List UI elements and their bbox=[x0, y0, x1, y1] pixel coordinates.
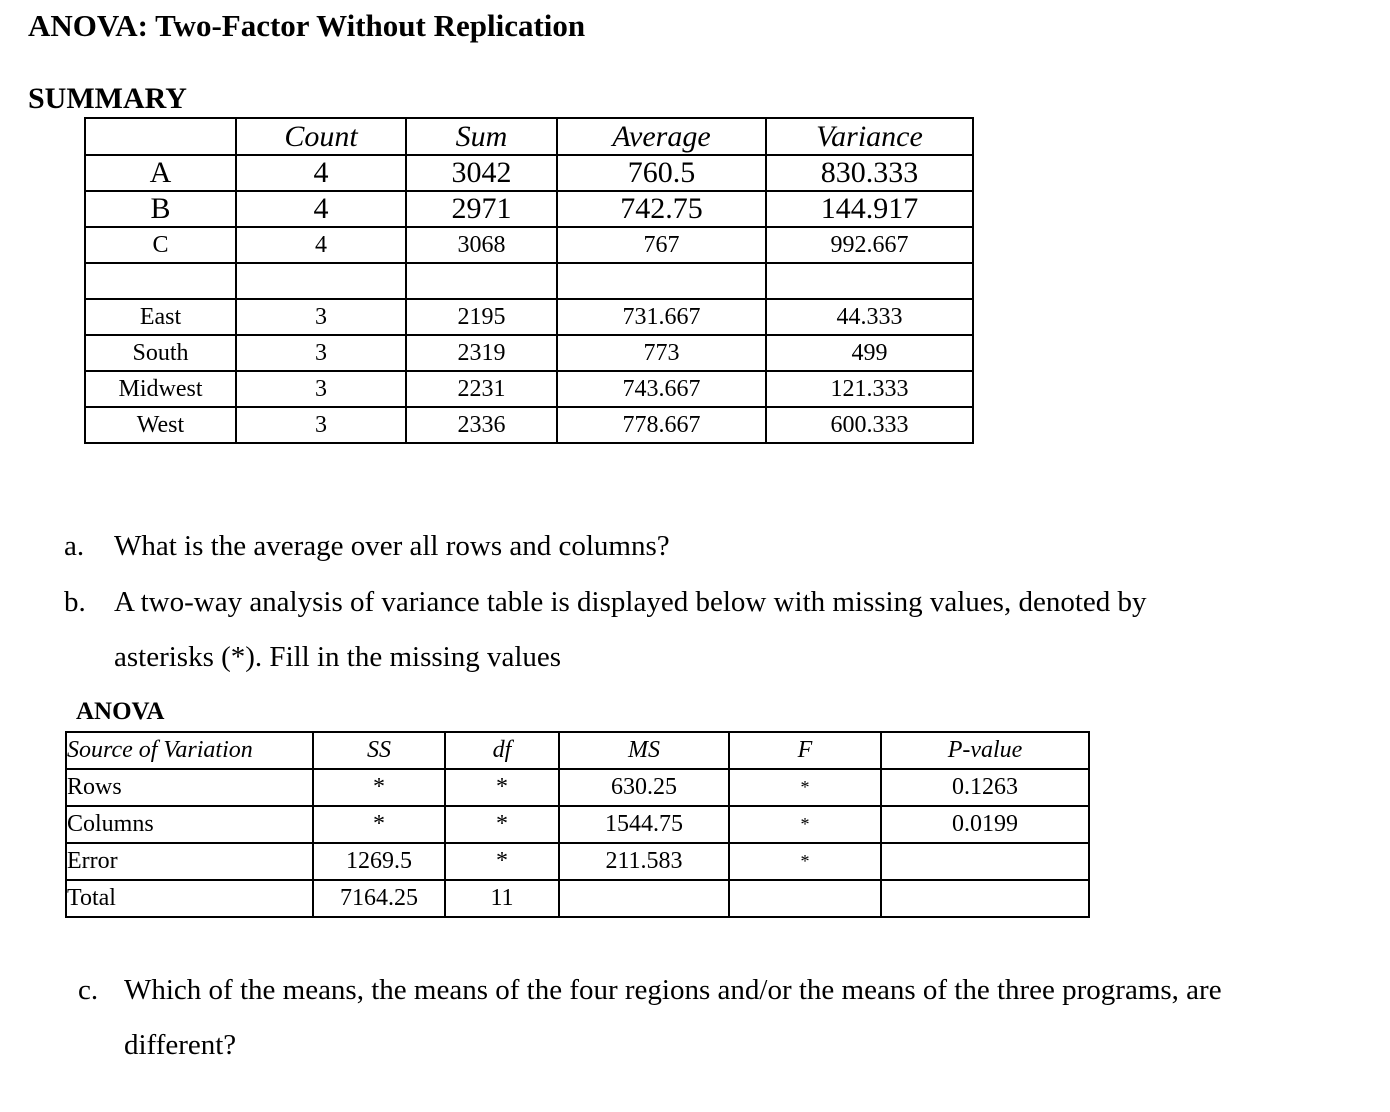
table-cell: 44.333 bbox=[766, 299, 973, 335]
table-cell bbox=[406, 263, 557, 299]
summary-header-cell: Sum bbox=[406, 118, 557, 155]
table-cell: C bbox=[85, 227, 236, 263]
table-cell: 630.25 bbox=[559, 769, 729, 806]
table-cell: Rows bbox=[66, 769, 313, 806]
question-a-label: a. bbox=[64, 530, 85, 562]
table-cell: A bbox=[85, 155, 236, 191]
table-cell: 773 bbox=[557, 335, 766, 371]
table-cell: Midwest bbox=[85, 371, 236, 407]
table-cell: 600.333 bbox=[766, 407, 973, 443]
table-cell: East bbox=[85, 299, 236, 335]
table-cell: 767 bbox=[557, 227, 766, 263]
summary-header-cell: Variance bbox=[766, 118, 973, 155]
table-row bbox=[66, 843, 1089, 880]
summary-header-row bbox=[85, 118, 973, 155]
table-cell: * bbox=[445, 769, 559, 806]
table-row bbox=[85, 227, 973, 263]
table-cell: 7164.25 bbox=[313, 880, 445, 917]
table-cell: 0.0199 bbox=[881, 806, 1089, 843]
question-c-text: Which of the means, the means of the four regions and/or the means of the three programs, are bbox=[124, 974, 1222, 1006]
table-cell: * bbox=[729, 806, 881, 843]
table-cell: 760.5 bbox=[557, 155, 766, 191]
table-row bbox=[85, 155, 973, 191]
table-cell: 11 bbox=[445, 880, 559, 917]
table-cell: 3 bbox=[236, 371, 406, 407]
table-cell: * bbox=[313, 806, 445, 843]
table-cell: 4 bbox=[236, 227, 406, 263]
table-row bbox=[85, 299, 973, 335]
table-row bbox=[85, 191, 973, 227]
question-b-text-continued: asterisks (*). Fill in the missing values bbox=[114, 641, 562, 673]
summary-header-cell: Count bbox=[236, 118, 406, 155]
anova-table bbox=[65, 731, 1090, 918]
table-row bbox=[66, 769, 1089, 806]
table-cell: Columns bbox=[66, 806, 313, 843]
table-cell: * bbox=[729, 769, 881, 806]
table-cell: 830.333 bbox=[766, 155, 973, 191]
table-cell: 731.667 bbox=[557, 299, 766, 335]
table-cell bbox=[85, 263, 236, 299]
anova-header-row bbox=[66, 732, 1089, 769]
table-cell: 2319 bbox=[406, 335, 557, 371]
anova-header-cell: SS bbox=[313, 732, 445, 769]
question-b-label: b. bbox=[64, 586, 86, 618]
table-cell: 2195 bbox=[406, 299, 557, 335]
table-cell bbox=[729, 880, 881, 917]
table-cell: 3 bbox=[236, 407, 406, 443]
table-cell: 742.75 bbox=[557, 191, 766, 227]
table-cell: * bbox=[729, 843, 881, 880]
anova-header-cell: df bbox=[445, 732, 559, 769]
table-cell bbox=[557, 263, 766, 299]
table-cell: 3 bbox=[236, 335, 406, 371]
table-cell: South bbox=[85, 335, 236, 371]
table-row bbox=[85, 407, 973, 443]
table-cell: * bbox=[313, 769, 445, 806]
anova-header-cell: F bbox=[729, 732, 881, 769]
table-cell: 4 bbox=[236, 191, 406, 227]
table-cell: 3068 bbox=[406, 227, 557, 263]
table-row-empty bbox=[85, 263, 973, 299]
table-row bbox=[66, 806, 1089, 843]
anova-header-cell: P-value bbox=[881, 732, 1089, 769]
table-cell bbox=[766, 263, 973, 299]
question-a-text: What is the average over all rows and columns? bbox=[114, 530, 670, 562]
table-cell: B bbox=[85, 191, 236, 227]
question-c-text-continued: different? bbox=[124, 1029, 237, 1061]
question-b-text: A two-way analysis of variance table is displayed below with missing values, denoted by bbox=[114, 586, 1147, 618]
table-cell: 211.583 bbox=[559, 843, 729, 880]
summary-table bbox=[84, 117, 974, 444]
table-cell: 2231 bbox=[406, 371, 557, 407]
table-cell: 0.1263 bbox=[881, 769, 1089, 806]
table-cell bbox=[236, 263, 406, 299]
table-cell: 743.667 bbox=[557, 371, 766, 407]
table-cell: 2336 bbox=[406, 407, 557, 443]
table-row bbox=[66, 880, 1089, 917]
table-cell bbox=[881, 880, 1089, 917]
table-cell: West bbox=[85, 407, 236, 443]
table-cell: 1544.75 bbox=[559, 806, 729, 843]
table-cell: Total bbox=[66, 880, 313, 917]
table-cell: 121.333 bbox=[766, 371, 973, 407]
table-cell bbox=[559, 880, 729, 917]
table-row bbox=[85, 335, 973, 371]
table-cell: * bbox=[445, 843, 559, 880]
table-cell: * bbox=[445, 806, 559, 843]
table-cell: 778.667 bbox=[557, 407, 766, 443]
table-cell: 3 bbox=[236, 299, 406, 335]
summary-heading: SUMMARY bbox=[28, 82, 187, 115]
summary-header-cell bbox=[85, 118, 236, 155]
anova-header-cell: MS bbox=[559, 732, 729, 769]
table-cell: 499 bbox=[766, 335, 973, 371]
page-title: ANOVA: Two-Factor Without Replication bbox=[28, 8, 586, 43]
table-row bbox=[85, 371, 973, 407]
anova-header-cell: Source of Variation bbox=[66, 732, 313, 769]
table-cell: 144.917 bbox=[766, 191, 973, 227]
table-cell bbox=[881, 843, 1089, 880]
anova-heading: ANOVA bbox=[76, 698, 165, 725]
table-cell: 3042 bbox=[406, 155, 557, 191]
table-cell: 992.667 bbox=[766, 227, 973, 263]
table-cell: 4 bbox=[236, 155, 406, 191]
summary-header-cell: Average bbox=[557, 118, 766, 155]
question-c-label: c. bbox=[78, 974, 99, 1006]
table-cell: Error bbox=[66, 843, 313, 880]
table-cell: 2971 bbox=[406, 191, 557, 227]
table-cell: 1269.5 bbox=[313, 843, 445, 880]
